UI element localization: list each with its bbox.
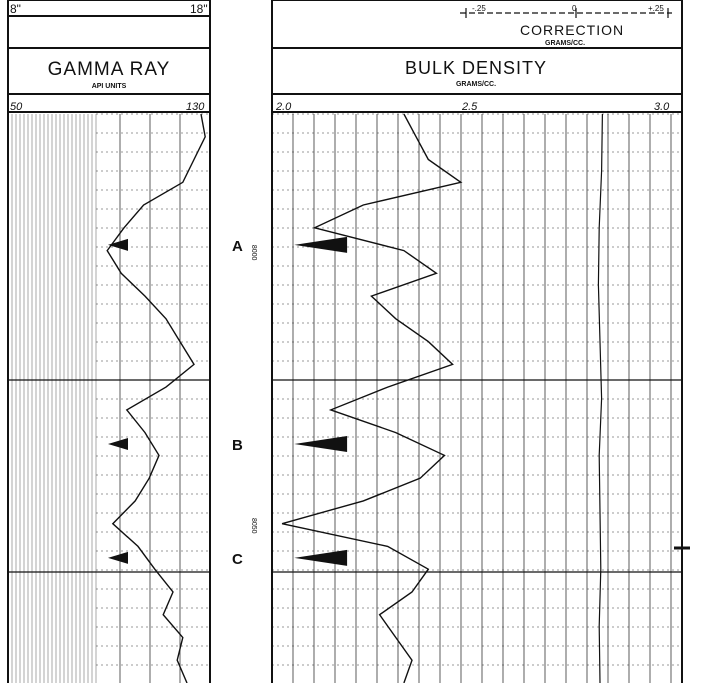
- log-curves: [107, 114, 602, 683]
- zone-label-b: B: [232, 437, 243, 455]
- gamma-ray-curve: [107, 114, 205, 683]
- depth-mark-label: 8000: [250, 244, 257, 261]
- gamma-ray-title: GAMMA RAY: [47, 59, 171, 80]
- density-zone-fill: [294, 436, 347, 452]
- zone-annotations: [108, 237, 347, 568]
- caliper-left-label: 8": [10, 2, 21, 16]
- density-correction-curve: [598, 114, 602, 683]
- bulk-density-units: GRAMS/CC.: [455, 81, 497, 88]
- correction-tick-label-mid: 0: [572, 4, 577, 13]
- correction-units: GRAMS/CC.: [545, 40, 586, 47]
- gamma-scale-left: 50: [10, 101, 23, 113]
- correction-tick-label-right: +.25: [648, 4, 664, 13]
- zone-label-c: C: [232, 550, 243, 568]
- density-zone-fill: [294, 237, 347, 253]
- gamma-zone-fill: [108, 552, 128, 564]
- gamma-zone-fill: [108, 239, 128, 251]
- bulk-density-grid: [272, 114, 682, 683]
- depth-mark-label: 8050: [250, 517, 257, 534]
- zone-label-a: A: [232, 237, 243, 255]
- caliper-right-label: 18": [190, 2, 208, 16]
- gamma-zone-fill: [108, 438, 128, 450]
- header-frame: [8, 0, 682, 112]
- gamma-scale-right: 130: [186, 101, 205, 113]
- density-scale-right: 3.0: [654, 101, 670, 113]
- bulk-density-title: BULK DENSITY: [404, 58, 548, 78]
- gamma-ray-units: API UNITS: [91, 83, 127, 90]
- density-zone-fill: [294, 550, 347, 566]
- correction-title: CORRECTION: [520, 22, 625, 38]
- bulk-density-curve: [282, 114, 461, 683]
- density-scale-mid: 2.5: [462, 101, 478, 113]
- gamma-ray-grid: [8, 114, 210, 683]
- correction-tick-label-left: -.25: [472, 4, 486, 13]
- density-scale-left: 2.0: [276, 101, 292, 113]
